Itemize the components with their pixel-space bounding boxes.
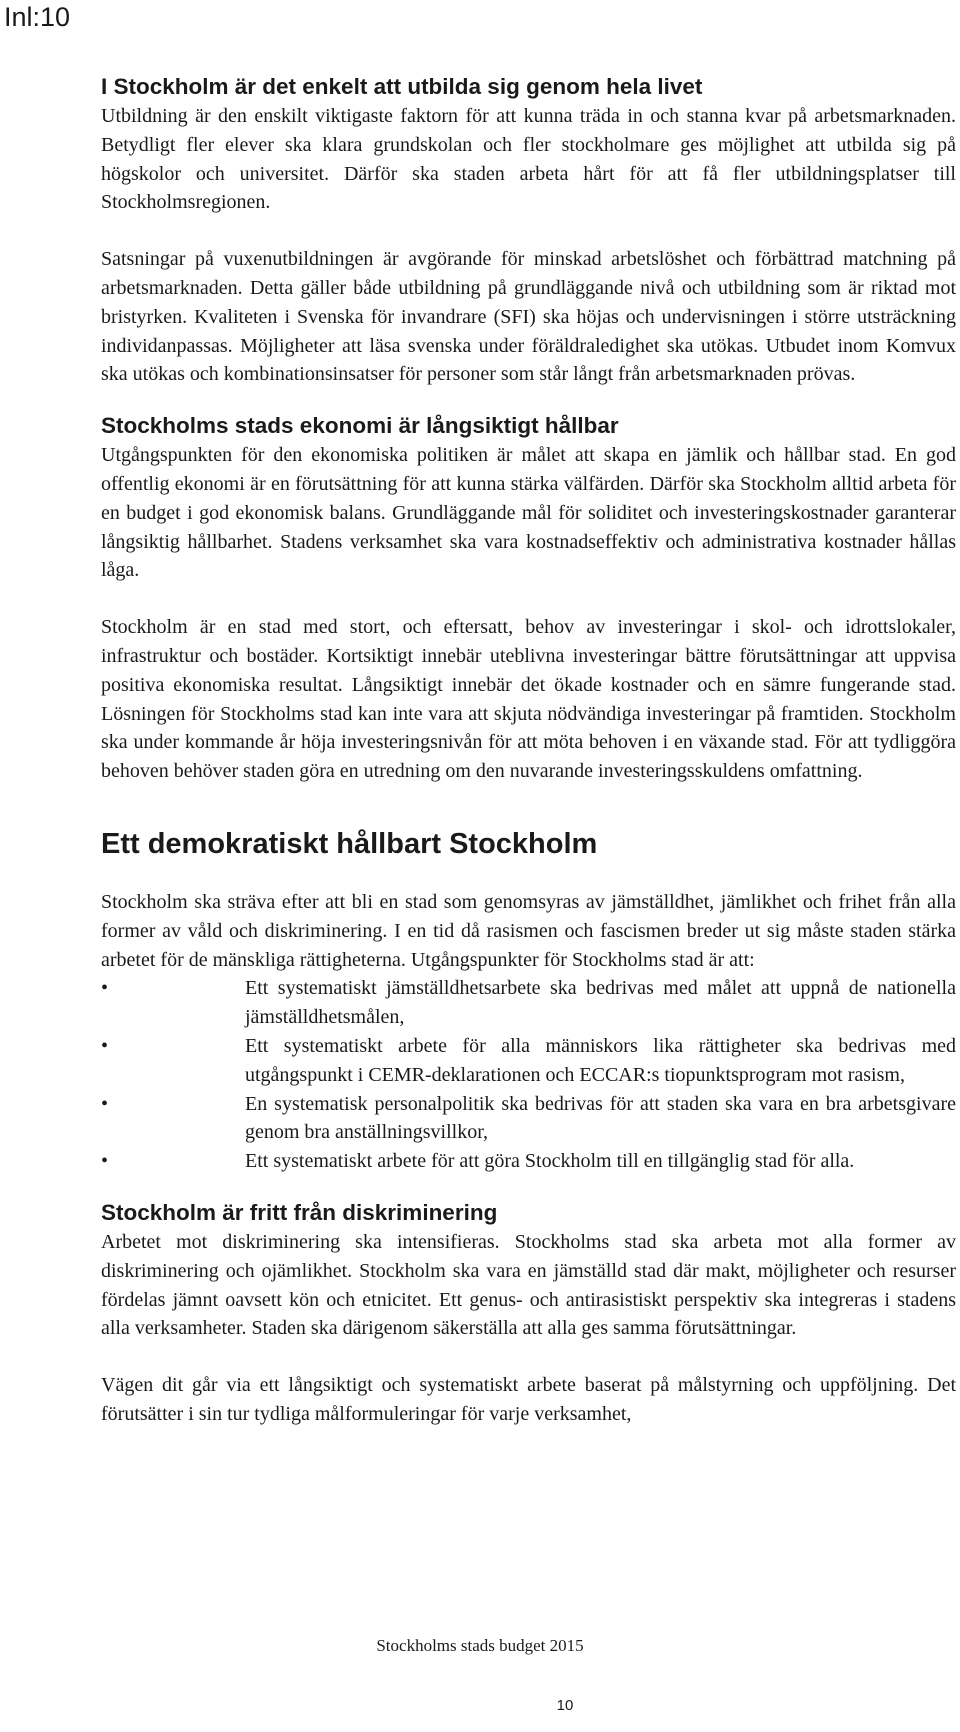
section-diskriminering xyxy=(101,1198,956,1429)
paragraph: Stockholm är en stad med stort, och eftersatt, behov av investeringar i skol- och idrottslokaler, infrastruktur och bostäder. Kortsiktigt innebär uteblivna investeringar bättre förutsättningar att uppvisa positiva ekonomiska resultat. Långsiktigt innebär det ökade kostnader och en sämre fungerande stad. Lösningen för Stockholms stad kan inte vara att skjuta nödvändiga investeringar på framtiden. Stockholm ska under kommande år höja investeringsnivån för att möta behoven i en växande stad. För att tydliggöra behoven behöver staden göra en utredning om den nuvarande investeringsskuldens omfattning. xyxy=(101,616,956,783)
section-heading: Stockholms stads ekonomi är långsiktigt hållbar xyxy=(101,413,619,439)
paragraph: Utgångspunkten för den ekonomiska politiken är målet att skapa en jämlik och hållbar stad. En god offentlig ekonomi är en förutsättning för att kunna stärka välfärden. Därför ska Stockholm alltid arbeta för en budget i god ekonomisk balans. Grundläggande mål för soliditet och investeringskostnader garanterar långsiktig hållbarhet. Stadens verksamhet ska vara kostnadseffektiv och administrativa kostnader hållas låga. xyxy=(101,444,956,582)
bullet-glyph: • xyxy=(101,1150,109,1173)
chapter-heading: Ett demokratiskt hållbart Stockholm xyxy=(101,827,598,860)
list-item xyxy=(101,1090,956,1148)
bullet-glyph: • xyxy=(101,977,109,1000)
list-item xyxy=(101,974,956,1032)
document-body xyxy=(101,72,956,1429)
page-tag: Inl:10 xyxy=(4,2,71,32)
paragraph: Vägen dit går via ett långsiktigt och systematiskt arbete baserat på målstyrning och uppföljning. Det förutsätter i sin tur tydliga målformuleringar för varje verksamhet, xyxy=(101,1374,956,1425)
list-item-text: Ett systematiskt jämställdhetsarbete ska bedrivas med målet att uppnå de nationella jämställdhetsmålen, xyxy=(245,977,956,1029)
section-utbildning xyxy=(101,72,956,389)
paragraph: Utbildning är den enskilt viktigaste faktorn för att kunna träda in och stanna kvar på arbetsmarknaden. Betydligt fler elever ska klara grundskolan och fler stockholmare ges möjlighet att utbilda sig på högskolor och universitet. Därför ska staden arbeta hårt för att få fler utbildningsplatser till Stockholmsregionen. xyxy=(101,105,956,214)
paragraph: Arbetet mot diskriminering ska intensifieras. Stockholms stad ska arbeta mot alla former av diskriminering och ojämlikhet. Stockholm ska vara en jämställd stad där makt, möjligheter och resurser fördelas jämnt oavsett kön och etnicitet. Ett genus- och antirasistiskt perspektiv ska integreras i stadens alla verksamheter. Staden ska därigenom säkerställa att alla ges samma förutsättningar. xyxy=(101,1230,956,1340)
bullet-glyph: • xyxy=(101,1034,109,1057)
section-heading: Stockholm är fritt från diskriminering xyxy=(101,1199,498,1225)
page-number: 10 xyxy=(556,1697,574,1714)
list-item-text: Ett systematiskt arbete för alla människors lika rättigheter ska bedrivas med utgångspunkt i CEMR-deklarationen och ECCAR:s tiopunktsprogram mot rasism, xyxy=(245,1034,956,1086)
section-demokrati xyxy=(101,826,956,1176)
bullet-list xyxy=(101,974,956,1176)
list-item-text: Ett systematiskt arbete för att göra Stockholm till en tillgänglig stad för alla. xyxy=(245,1150,855,1173)
footer-text: Stockholms stads budget 2015 xyxy=(376,1636,584,1655)
section-heading: I Stockholm är det enkelt att utbilda sig genom hela livet xyxy=(101,74,703,99)
list-item-text: En systematisk personalpolitik ska bedrivas för att staden ska vara en bra arbetsgivare genom bra anställningsvillkor, xyxy=(245,1092,956,1144)
paragraph: Satsningar på vuxenutbildningen är avgörande för minskad arbetslöshet och förbättrad matchning på arbetsmarknaden. Detta gäller både utbildning på grundläggande nivå och utbildning som är riktad mot bristyrken. Kvaliteten i Svenska för invandrare (SFI) ska höjas och undervisningen i större utsträckning individanpassas. Möjligheter att läsa svenska under föräldraledighet ska utökas. Utbudet inom Komvux ska utökas och kombinationsinsatser för personer som står långt från arbetsmarknaden prövas. xyxy=(101,248,956,386)
bullet-glyph: • xyxy=(101,1092,109,1115)
list-item xyxy=(101,1147,956,1176)
section-ekonomi xyxy=(101,411,956,786)
paragraph: Stockholm ska sträva efter att bli en stad som genomsyras av jämställdhet, jämlikhet och frihet från alla former av våld och diskriminering. I en tid då rasismen och fascismen breder ut sig måste staden stärka arbetet för de mänskliga rättigheterna. Utgångspunkter för Stockholms stad är att: xyxy=(101,890,956,971)
list-item xyxy=(101,1032,956,1090)
